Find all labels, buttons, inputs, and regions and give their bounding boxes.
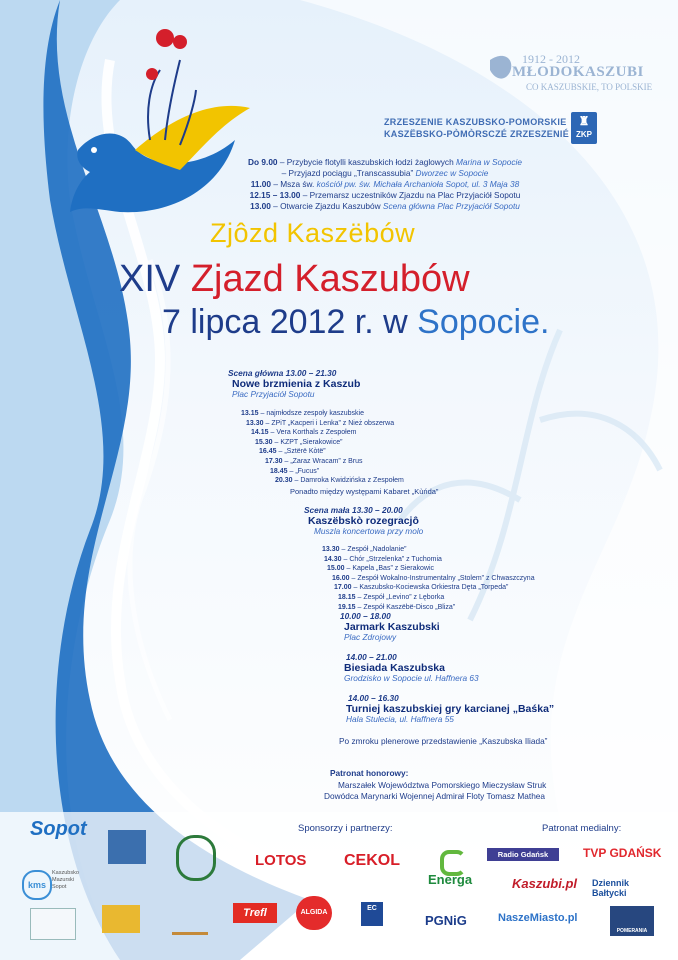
anniversary-years: 1912 - 2012 <box>522 52 580 66</box>
item-time: 13.30 <box>322 546 340 553</box>
lotos-logo: LOTOS <box>255 852 307 869</box>
item-text: – Damroka Kwidzińska z Zespołem <box>292 477 404 485</box>
schedule-time: 11.00 <box>250 179 272 189</box>
schedule-text: – Przemarsz uczestników Zjazdu na Plac Przyjaciół Sopotu <box>300 190 521 200</box>
morning-schedule <box>180 157 590 212</box>
item-text: – Chór „Strzelenka” z Tuchomia <box>341 555 442 563</box>
schedule-row <box>180 179 590 190</box>
motto: CO KASZUBSKIE, TO POLSKIE <box>526 82 653 92</box>
item-text: – Kaszubsko-Kociewska Orkiestra Dęta „Torpeda” <box>351 584 509 592</box>
item-time: 13.30 <box>246 419 264 427</box>
media-heading: Patronat medialny: <box>542 823 622 834</box>
list-item <box>322 545 602 555</box>
evening-performance: Po zmroku plenerowe przedstawienie „Kaszubska Iliada” <box>339 736 548 746</box>
zkp-name-polish: ZRZESZENIE KASZUBSKO-POMORSKIE <box>384 117 567 127</box>
event-jarmark <box>340 611 560 643</box>
cekol-logo: CEKOL <box>344 852 400 869</box>
item-time: 18.45 <box>270 467 288 475</box>
patronage-heading: Patronat honorowy: <box>330 768 409 778</box>
list-item <box>241 409 501 419</box>
schedule-row <box>180 190 590 201</box>
event-date <box>162 303 549 342</box>
item-text: – Zespół Kaszëbë-Disco „Bliza” <box>355 603 456 611</box>
kms-logo-text: Kaszubsko Mazurski Sopot <box>52 870 79 890</box>
event-turniej <box>348 693 608 725</box>
kashubian-book-logo <box>172 908 208 935</box>
schedule-location: Dworzec w Sopocie <box>415 168 489 178</box>
schedule-time: 12.15 – 13.00 <box>249 190 301 200</box>
event-title: Biesiada Kaszubska <box>344 661 445 674</box>
mlodokaszubi-title: MŁODOKASZUBI <box>512 64 644 80</box>
ec-logo: EC <box>361 902 383 926</box>
item-text: – Zespół „Levino” z Lęborka <box>355 593 445 601</box>
schedule-text: – Przybycie flotylli kaszubskich łodzi żaglowych <box>277 157 456 167</box>
list-item <box>332 574 602 584</box>
event-time: 10.00 – 18.00 <box>340 611 391 621</box>
item-time: 20.30 <box>275 477 293 485</box>
list-item <box>275 476 501 486</box>
event-place: Grodzisko w Sopocie ul. Haffnera 63 <box>344 673 479 683</box>
item-time: 16.45 <box>259 448 277 456</box>
item-text: – Kapela „Bas” z Sierakowic <box>344 565 435 573</box>
small-stage-hours: Scena mała 13.30 – 20.00 <box>304 505 403 515</box>
list-item <box>327 564 602 574</box>
radio-gdansk-logo: Radio Gdańsk <box>487 848 559 861</box>
list-item <box>259 447 501 457</box>
schedule-text: – Otwarcie Zjazdu Kaszubów <box>270 201 383 211</box>
item-text: – „Zaraz Wracam” z Brus <box>282 457 363 465</box>
item-text: – Zespół Wokalno-Instrumentalny „Stolem” z Chwaszczyna <box>349 574 535 582</box>
small-stage-block <box>304 505 544 537</box>
item-text: – najmłodsze zespoły kaszubskie <box>258 410 364 417</box>
schedule-location: Marina w Sopocie <box>456 157 522 167</box>
item-time: 18.15 <box>338 593 356 601</box>
event-biesiada <box>346 652 586 684</box>
event-time: 14.00 – 16.30 <box>348 693 399 703</box>
pgnig-logo: PGNiG <box>425 913 467 928</box>
schedule-text: – Przyjazd pociągu „Transcassubia” <box>281 168 416 178</box>
item-time: 14.15 <box>251 429 269 437</box>
event-name: Zjazd Kaszubów <box>190 258 470 300</box>
list-item <box>270 467 501 477</box>
item-time: 13.15 <box>241 410 259 417</box>
item-time: 16.00 <box>332 574 350 582</box>
event-time: 14.00 – 21.00 <box>346 652 397 662</box>
museum-logo <box>30 908 76 940</box>
main-title <box>119 258 470 301</box>
event-title: Turniej kaszubskiej gry karcianej „Baśka” <box>346 702 555 715</box>
griffin-icon: ♜ <box>578 114 590 128</box>
list-item <box>251 428 501 438</box>
nasze-miasto-logo: NaszeMiasto.pl <box>498 912 578 924</box>
pomerania-logo: POMERANIA <box>610 906 654 936</box>
schedule-time: Do 9.00 <box>248 157 278 167</box>
main-stage-hours: Scena główna 13.00 – 21.30 <box>228 368 337 378</box>
sopot-logo: Sopot <box>30 818 87 840</box>
list-item <box>334 583 602 593</box>
pomorskie-crest-logo <box>102 905 140 933</box>
schedule-location: Scena główna Plac Przyjaciół Sopotu <box>382 201 520 211</box>
edition-number: XIV <box>119 258 181 300</box>
forest-logo <box>176 835 216 881</box>
trefl-logo: Trefl <box>233 903 277 923</box>
energa-logo: Energa <box>428 872 473 887</box>
main-stage-list <box>241 409 501 486</box>
item-time: 17.00 <box>334 584 352 592</box>
main-stage-block <box>228 368 468 400</box>
event-place: Hala Stulecia, ul. Haffnera 55 <box>346 714 454 724</box>
schedule-row <box>180 201 590 212</box>
schedule-row <box>180 168 590 179</box>
item-time: 15.30 <box>255 438 273 446</box>
schedule-row <box>180 157 590 168</box>
date-text: 7 lipca 2012 r. w <box>162 303 408 341</box>
item-text: – „Sztërë Kòtë” <box>276 448 326 456</box>
title-kashubian: Zjôzd Kaszëbów <box>210 218 416 248</box>
main-stage-place: Plac Przyjaciół Sopotu <box>232 389 315 399</box>
list-item <box>255 438 501 448</box>
item-text: – Zespół „Nadolanie” <box>339 546 407 553</box>
zkp-logo-text: ZKP <box>576 130 592 139</box>
cabaret-note: Ponadto między występami Kabaret „Kùńda” <box>290 487 439 496</box>
event-title: Jarmark Kaszubski <box>344 620 440 633</box>
patron-line: Dowódca Marynarki Wojennej Admirał Floty Tomasz Mathea <box>324 791 546 801</box>
small-stage-place: Muszla koncertowa przy molo <box>314 526 424 536</box>
item-time: 15.00 <box>327 565 345 573</box>
list-item <box>324 555 602 565</box>
algida-logo: ALGIDA <box>296 896 332 930</box>
main-stage-title: Nowe brzmienia z Kaszub <box>232 377 361 390</box>
zkp-name-kashubian: KASZËBSKO-PÒMÒRSCZÉ ZRZESZENIÉ <box>384 129 570 139</box>
item-text: – „Fucus” <box>287 467 320 475</box>
schedule-time: 13.00 <box>250 201 271 211</box>
list-item <box>246 419 501 429</box>
sponsors-heading: Sponsorzy i partnerzy: <box>298 823 393 834</box>
honorary-patronage <box>324 768 547 803</box>
item-text: – Vera Korthals z Zespołem <box>268 429 357 437</box>
small-stage-title: Kaszëbskò rozegracjô <box>308 514 419 527</box>
institution-logo <box>108 830 146 864</box>
tvp-gdansk-logo: TVP GDAŃSK <box>583 846 662 860</box>
zkp-logo <box>571 112 597 144</box>
item-text: – KZPT „Sierakowice” <box>272 438 343 446</box>
patron-line: Marszałek Województwa Pomorskiego Mieczysław Struk <box>338 779 547 790</box>
schedule-location: kościół pw. św. Michała Archanioła Sopot, ul. 3 Maja 38 <box>316 179 520 189</box>
item-time: 19.15 <box>338 603 356 611</box>
small-stage-list <box>322 545 602 612</box>
city-name: Sopocie. <box>417 303 550 341</box>
dziennik-baltycki-logo: Dziennik Bałtycki <box>592 878 630 898</box>
schedule-text: – Msza św. <box>271 179 317 189</box>
item-time: 17.30 <box>265 457 283 465</box>
event-place: Plac Zdrojowy <box>344 632 397 642</box>
item-time: 14.30 <box>324 555 342 563</box>
list-item <box>265 457 501 467</box>
list-item <box>338 593 602 603</box>
kms-logo: kms <box>22 870 52 900</box>
kaszubi-pl-logo: Kaszubi.pl <box>512 876 578 891</box>
item-text: – ZPiT „Kacperi i Lenka” z Nież obszerwa <box>263 419 395 427</box>
